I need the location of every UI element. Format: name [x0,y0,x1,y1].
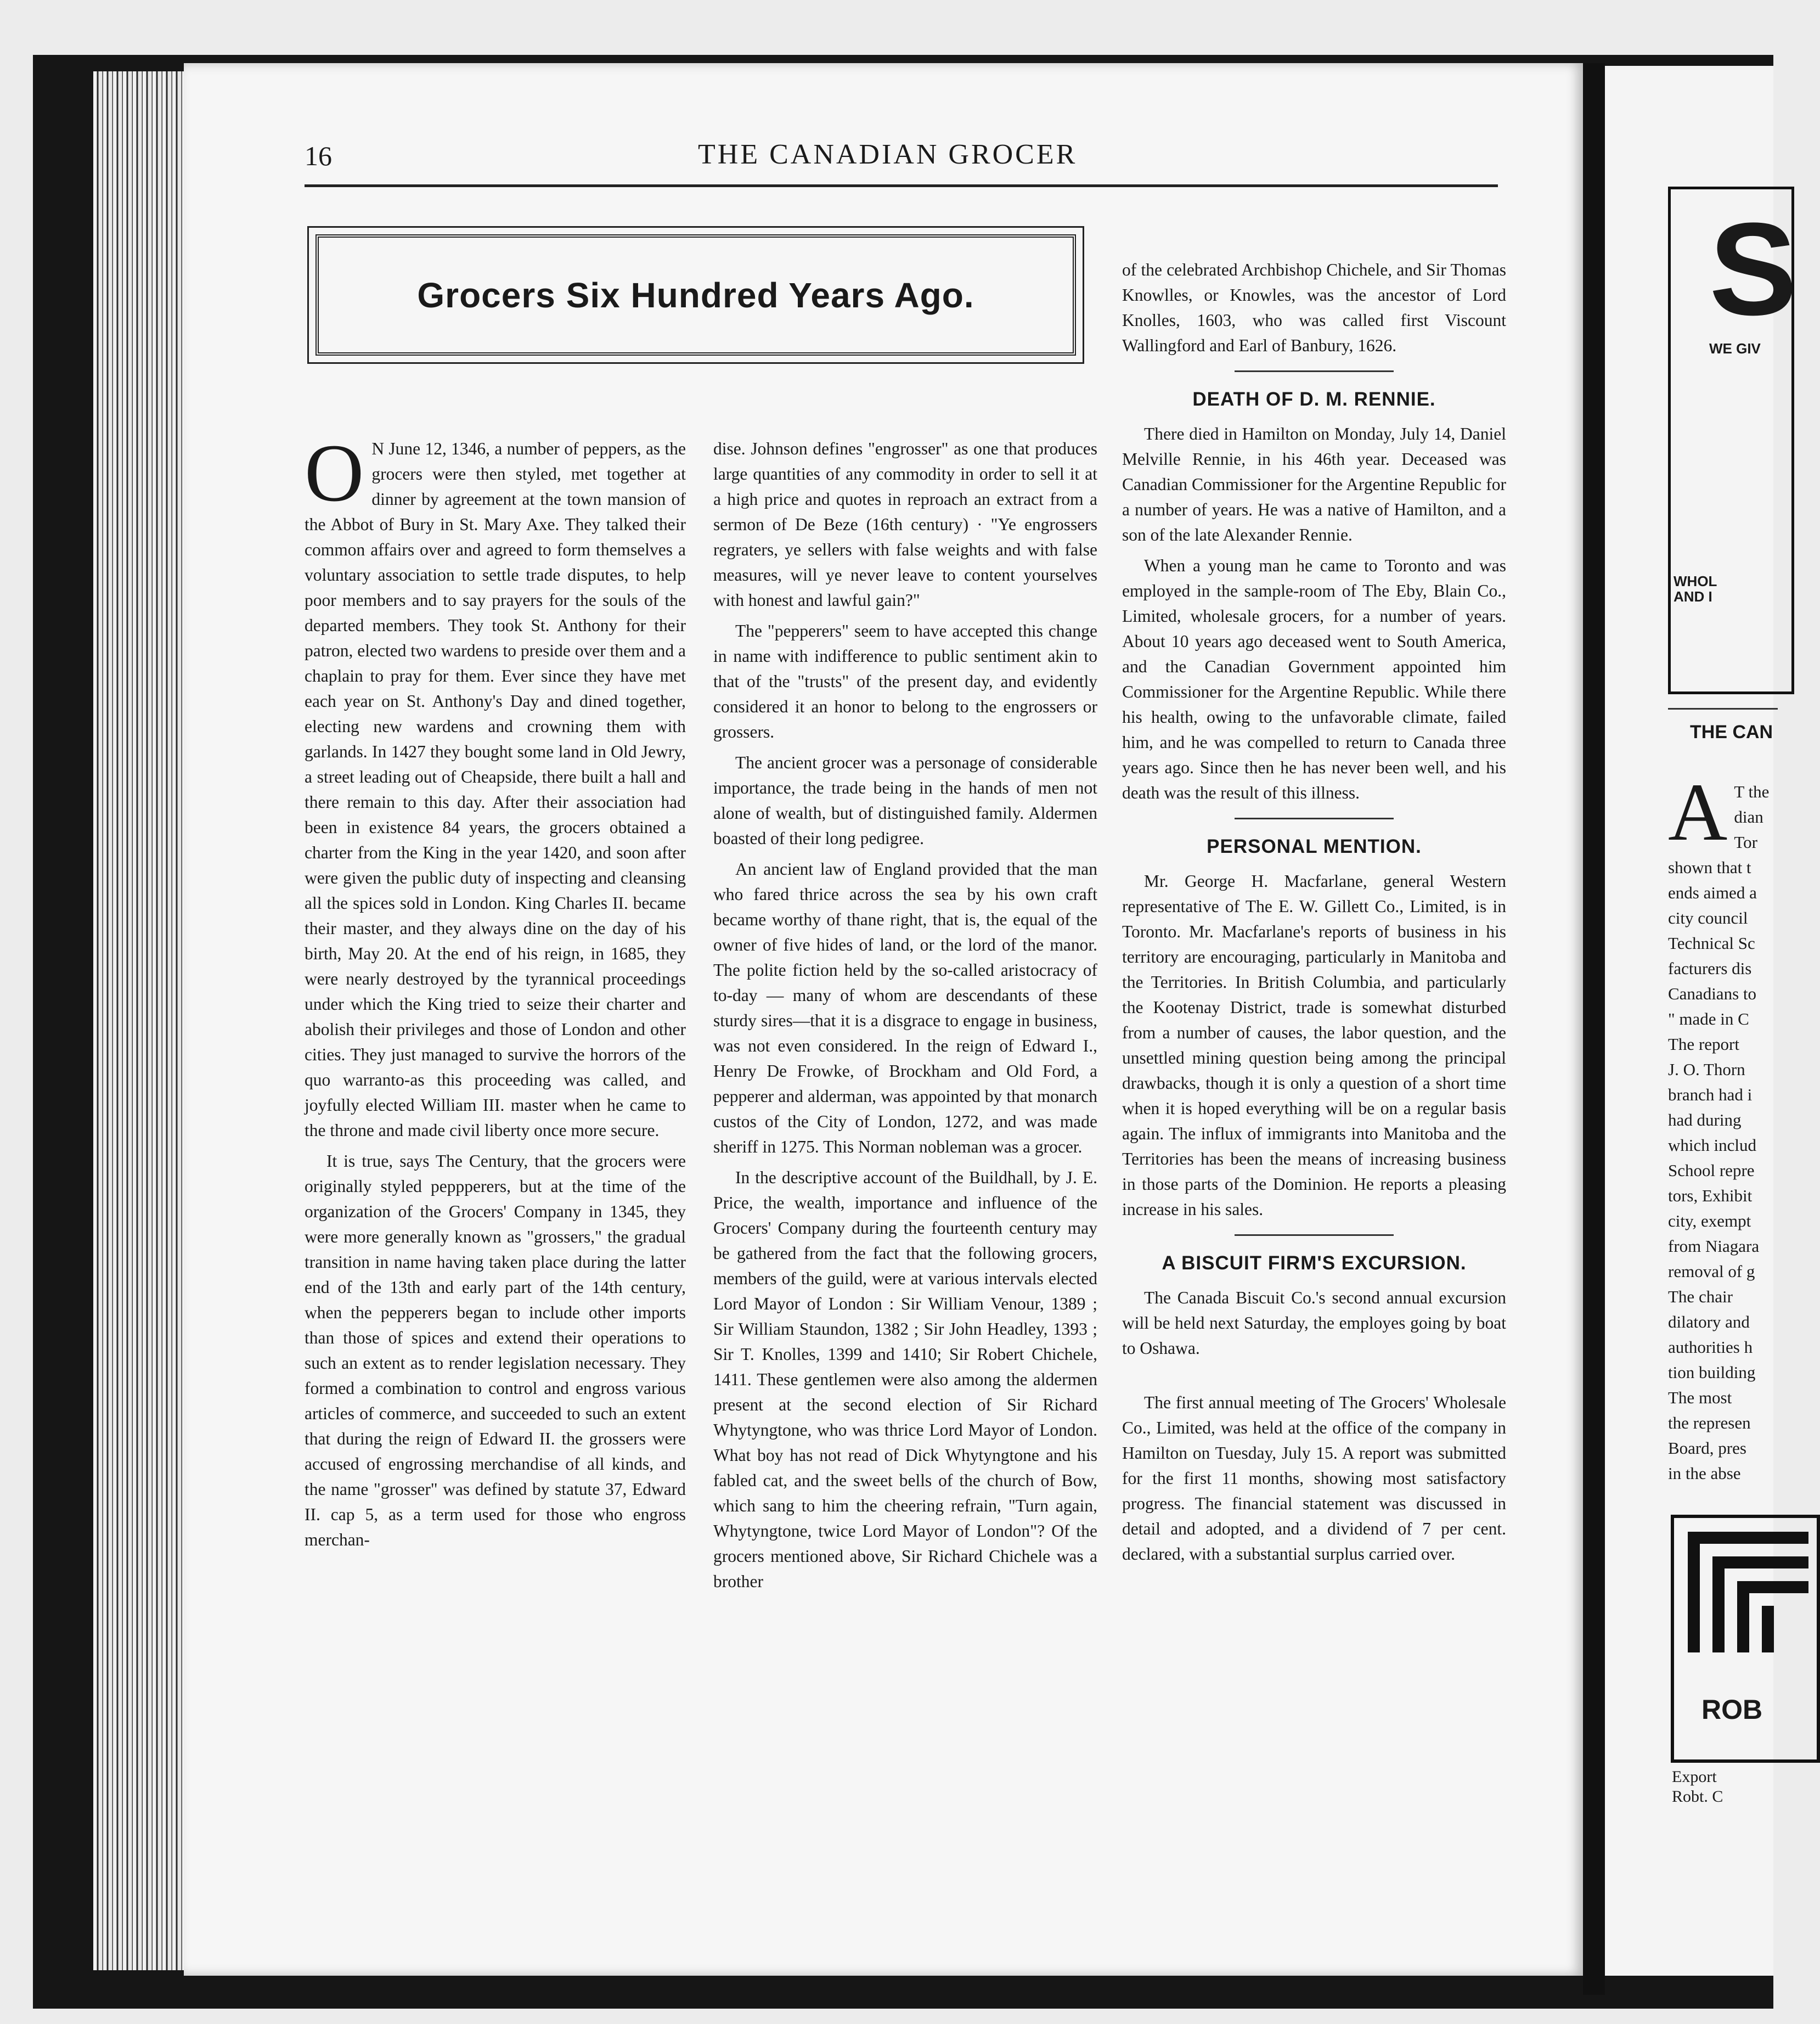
section-divider [1668,708,1778,710]
text-line: The report [1668,1035,1739,1054]
text-line: in the abse [1668,1464,1741,1483]
text-line: shown that t [1668,858,1751,877]
right-page-text [1668,767,1811,1486]
advert-big-letter: S [1709,195,1798,342]
text-line: dilatory and [1668,1312,1750,1331]
article-paragraph: dise. Johnson defines "engrosser" as one that produces large quantities of any commodity in order to sell it at a high price and quotes in reproach an extract from a sermon of De Beze (16th century) · "Ye engrossers regraters, ye sellers with false weights and with false measures, will ye never leave to content yourselves with honest and lawful gain?" [713,439,1097,610]
right-page-heading: THE CAN [1690,722,1773,743]
page-number: 16 [305,140,332,171]
personal-heading: PERSONAL MENTION. [1207,836,1422,857]
rennie-paragraph: When a young man he came to Toronto and was employed in the sample-room of The Eby, Blain Co., Limited, wholesale grocers, for a number of years. About 10 years ago deceased went to South America, and the Canadian Government appointed him Commissioner for the Argentine Republic. While there his health, owing to the unfavorable climate, failed him, and he was compelled to return to Canada three years ago. Since then he has never been well, and his death was the result of this illness. [1122,556,1506,802]
text-line: authorities h [1668,1337,1753,1357]
article-column-3 [1122,257,1506,1572]
article-paragraph [305,428,686,1143]
drop-cap: O [305,428,364,519]
text-line: Tor [1734,833,1757,852]
text-line: city, exempt [1668,1211,1751,1230]
article-title-box [307,226,1084,364]
text-line: Board, pres [1668,1438,1746,1458]
section-divider [1235,818,1394,819]
article-paragraph: In the descriptive account of the Buildhall, by J. E. Price, the wealth, importance and influence of the Grocers' Company during the fourteenth century may be gathered from the fact that the following grocers, members of the guild, were at various intervals elected Lord Mayor of London : Sir William Venour, 1389 ; Sir William Staundon, 1382 ; Sir John Headley, 1393 ; Sir T. Knolles, 1399 and 1410; Sir Robert Chichele, 1411. These gentlemen were also among the aldermen present at the second election of Sir Richard Whytyngtone, who was thrice Lord Mayor of London. What boy has not read of Dick Whytyngtone and his fabled cat, and the sweet bells of the church of Bow, which sang to him the cheering refrain, "Turn again, Whytyngtone, twice Lord Mayor of London"? Of the grocers mentioned above, Sir Richard Chichele was a brother [713,1168,1097,1591]
text-line: The chair [1668,1287,1733,1306]
text-line: the represen [1668,1413,1751,1432]
page-edges [93,71,187,1970]
biscuit-heading: A BISCUIT FIRM'S EXCURSION. [1162,1252,1467,1274]
text-line: branch had i [1668,1085,1753,1104]
text-line: " made in C [1668,1009,1749,1028]
advert-logo-mark [1688,1532,1808,1652]
meeting-paragraph: The first annual meeting of The Grocers' Wholesale Co., Limited, was held at the office of the company in Hamilton on Tuesday, July 15. A report was submitted for the first 11 months, showing most satisfactory progress. The financial statement was discussed in detail and adopted, and a dividend of 7 per cent. declared, with a substantial surplus carried over. [1122,1393,1506,1564]
book-gutter [1583,63,1605,1995]
right-page-partial [1605,66,1798,1976]
left-page [184,63,1583,1976]
article-title: Grocers Six Hundred Years Ago. [417,276,974,315]
article-paragraph: The ancient grocer was a personage of considerable importance, the trade being in the hands of men not alone of wealth, but of distinguished family. Aldermen boasted of their long pedigree. [713,753,1097,848]
advert-wholesale-text [1674,574,1717,604]
text-line: ends aimed a [1668,883,1757,902]
rennie-paragraph: There died in Hamilton on Monday, July 14, Daniel Melville Rennie, in his 46th year. Deceased was Canadian Commissioner for the Argentine Republic for a number of years. He was a native of Hamilton, and a son of the late Alexander Rennie. [1122,424,1506,544]
text-line: facturers dis [1668,959,1752,978]
section-divider [1235,1234,1394,1236]
personal-paragraph: Mr. George H. Macfarlane, general Western representative of The E. W. Gillett Co., Limited, is in Toronto. Mr. Macfarlane's reports of business in his territory are encouraging, particularly in Manitoba and the Territories. In British Columbia, and particularly the Kootenay District, trade is somewhat disturbed from a number of causes, the labor question, and the unsettled mining question being among the principal drawbacks, though it is only a question of a short time when it is hoped everything will be on a regular basis again. The influx of immigrants into Manitoba and the Territories has been the means of increasing business in those parts of the Dominion. He reports a pleasing increase in his sales. [1122,872,1506,1219]
drop-cap: A [1668,767,1728,858]
advert-wholesale-line: WHOL [1674,573,1717,589]
text-line: School repre [1668,1161,1755,1180]
rennie-heading: DEATH OF D. M. RENNIE. [1192,389,1436,410]
article-text: N June 12, 1346, a number of peppers, as the grocers were then styled, met together at dinner by agreement at the town mansion of the Abbot of Bury in St. Mary Axe. They talked their common affairs over and agreed to form themselves a voluntary association to settle trade disputes, to help poor members and to say prayers for the souls of the departed members. They took St. Anthony for their patron, elected two wardens to preside over them and a chaplain to pray for them. Ever since they have met each year on St. Anthony's Day and dined together, electing new wardens and crowning them with garlands. In 1427 they bought some land in Old Jewry, a street leading out of Cheapside, there built a hall and there remain to this day. After their association had been in existence 84 years, the grocers obtained a charter from the King in the year 1420, and soon after were given the public duty of inspecting and cleansing all the spices sold in London. King Charles II. became their master, and they always dine on the day of his birth, May 20. At the end of his reign, in 1685, they were nearly destroyed by the tyrannical proceedings under which the King tried to seize their charter and abolish their privileges and those of London and other cities. They just managed to survive the horrors of the quo warranto-as this proceeding was called, and joyfully elected William III. master when he came to the throne and made civil liberty once more secure. [305,439,686,1140]
article-column-1 [305,428,686,1558]
title-box-inner-border [315,234,1076,356]
text-line: tion building [1668,1363,1756,1382]
advert-tagline: WE GIV [1709,340,1761,357]
text-line: T the [1734,782,1770,801]
text-line: Technical Sc [1668,934,1755,953]
advert-wholesale-line: AND I [1674,588,1712,605]
article-paragraph: It is true, says The Century, that the grocers were originally styled peppperers, but at the time of the organization of the Grocers' Company in 1345, they were more generally known as "grossers," the gradual transition in name having taken place during the latter end of the 13th and early part of the 14th century, when the pepperers began to include other imports than those of spices and extend their operations to such an extent as to render legislation necessary. They formed a combination to control and engross various articles of commerce, and succeeded to such an extent that during the reign of Edward II. the grossers were accused of engrossing merchandise of all kinds, and the name "grosser" was defined by statute 37, Edward II. cap 5, as a term used for those who engross merchan- [305,1151,686,1549]
text-line: The most [1668,1388,1732,1407]
journal-title: THE CANADIAN GROCER [698,139,1078,170]
text-line: had during [1668,1110,1742,1129]
text-line: from Niagara [1668,1236,1760,1256]
advert-logo-box [1671,1515,1820,1763]
advert-export-line: Robt. C [1672,1787,1723,1806]
section-divider [1235,370,1394,372]
advert-export-line: Export [1672,1768,1717,1786]
article-paragraph: The "pepperers" seem to have accepted this change in name with indifference to public sentiment akin to that of the "trusts" of the present day, and evidently considered it an honor to belong to the engrossers or grossers. [713,621,1097,741]
text-line: city council [1668,908,1748,927]
article-paragraph: of the celebrated Archbishop Chichele, and Sir Thomas Knowlles, or Knowles, was the ancestor of Lord Knolles, 1603, who was called first Viscount Wallingford and Earl of Banbury, 1626. [1122,260,1506,355]
text-line: dian [1734,807,1763,827]
text-line: Canadians to [1668,984,1756,1003]
advert-logo-name: ROB [1701,1694,1763,1725]
text-line: tors, Exhibit [1668,1186,1753,1205]
header-rule [305,184,1498,187]
text-line: which includ [1668,1135,1756,1155]
article-paragraph: An ancient law of England provided that the man who fared thrice across the sea by his own craft became worthy of thane right, that is, the equal of the owner of five hides of land, or the lord of the manor. The polite fiction held by the so-called aristocracy of to-day — many of whom are descendants of these sturdy sires—that it is a disgrace to engage in business, was not even considered. In the reign of Edward I., Henry De Frowke, of Brockham and Old Ford, a pepperer and alderman, was appointed by that monarch custos of the City of London, 1272, and was made sheriff in 1275. This Norman nobleman was a grocer. [713,859,1097,1156]
advert-export-text [1672,1767,1723,1807]
text-line: removal of g [1668,1262,1755,1281]
biscuit-paragraph: The Canada Biscuit Co.'s second annual excursion will be held next Saturday, the employes going by boat to Oshawa. [1122,1288,1506,1358]
text-line: J. O. Thorn [1668,1060,1745,1079]
article-column-2 [713,436,1097,1600]
